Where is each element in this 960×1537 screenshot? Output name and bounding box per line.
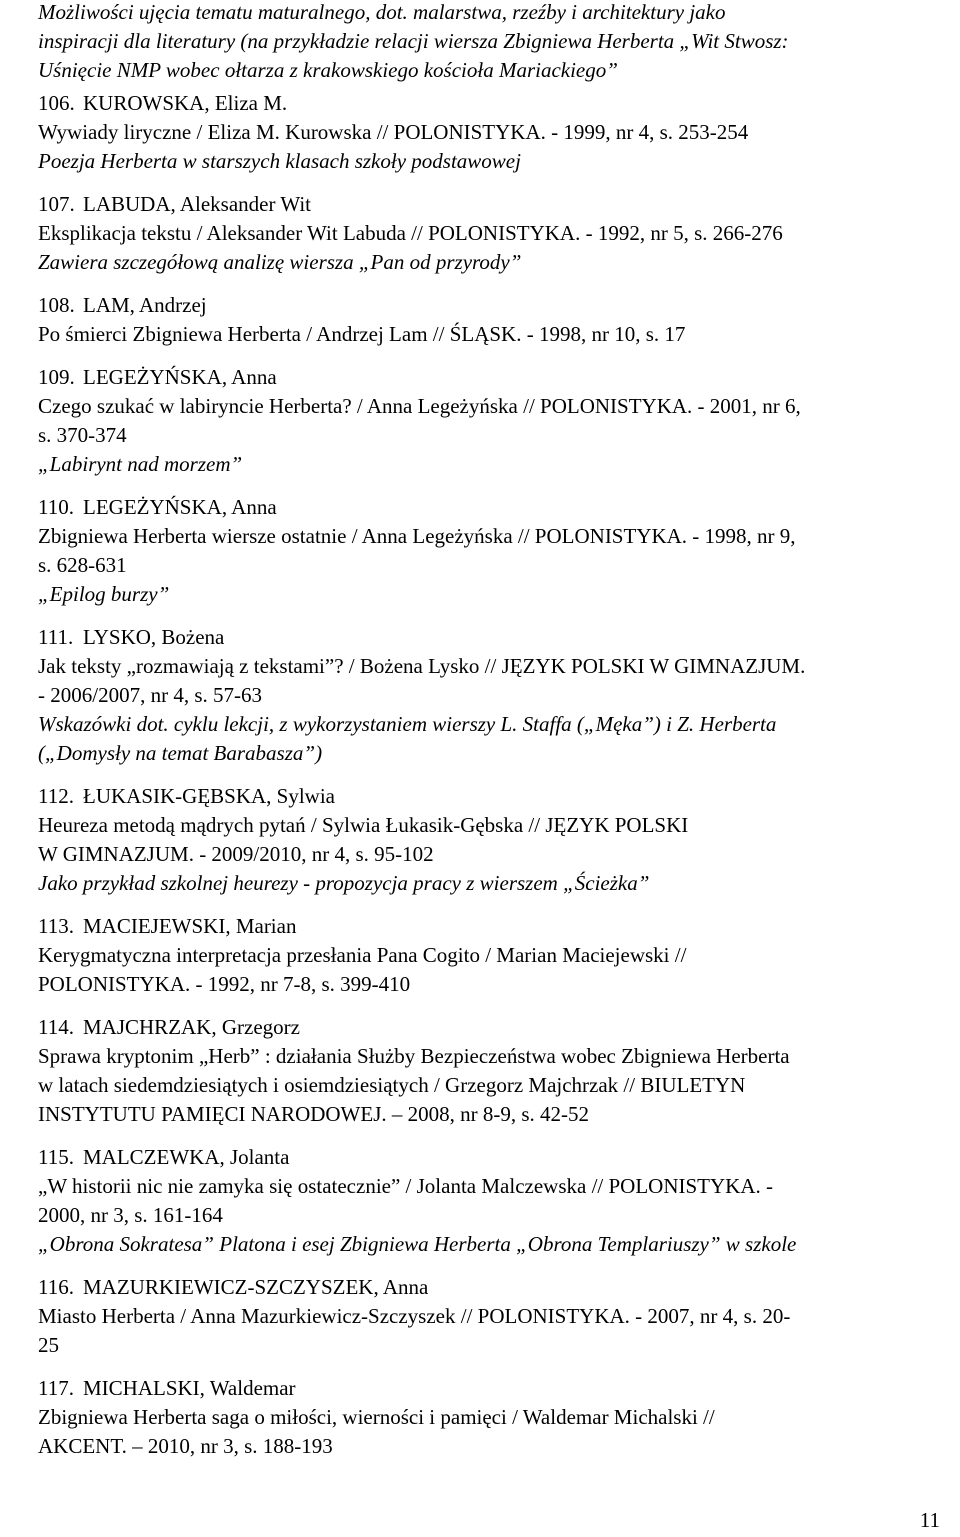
entry-heading (38, 782, 938, 811)
entry-author: MALCZEWKA, Jolanta (83, 1145, 290, 1169)
entry-annotation (38, 147, 938, 176)
entry-author: MACIEJEWSKI, Marian (83, 914, 297, 938)
entry-annotation (38, 580, 938, 609)
citation-line: AKCENT. – 2010, nr 3, s. 188-193 (38, 1434, 333, 1458)
entry-citation (38, 118, 938, 147)
entry-annotation (38, 1230, 938, 1259)
intro-line: inspiracji dla literatury (na przykładzie relacji wiersza Zbigniewa Herberta „Wit Stwosz: (38, 29, 789, 53)
entry-heading (38, 912, 938, 941)
bibliography-entry (38, 1374, 938, 1461)
entry-heading (38, 623, 938, 652)
annotation-line: Jako przykład szkolnej heurezy - propozycja pracy z wierszem „Ścieżka” (38, 871, 650, 895)
entry-author: KUROWSKA, Eliza M. (83, 91, 288, 115)
entry-author: MAJCHRZAK, Grzegorz (83, 1015, 300, 1039)
entry-number: 109. (38, 365, 75, 389)
entry-number: 112. (38, 784, 74, 808)
entry-number: 108. (38, 293, 75, 317)
bibliography-entry (38, 782, 938, 898)
citation-line: W GIMNAZJUM. - 2009/2010, nr 4, s. 95-102 (38, 842, 434, 866)
entry-author: ŁUKASIK-GĘBSKA, Sylwia (83, 784, 335, 808)
bibliography-entry (38, 1273, 938, 1360)
annotation-line: Poezja Herberta w starszych klasach szkoły podstawowej (38, 149, 521, 173)
entry-number: 117. (38, 1376, 74, 1400)
entry-annotation (38, 869, 938, 898)
citation-line: Zbigniewa Herberta saga o miłości, wierności i pamięci / Waldemar Michalski // (38, 1405, 715, 1429)
entry-number: 111. (38, 625, 74, 649)
citation-line: Heureza metodą mądrych pytań / Sylwia Łukasik-Gębska // JĘZYK POLSKI (38, 813, 689, 837)
entry-author: LABUDA, Aleksander Wit (83, 192, 311, 216)
entry-heading (38, 1374, 938, 1403)
entry-author: LAM, Andrzej (83, 293, 207, 317)
entry-author: MICHALSKI, Waldemar (83, 1376, 296, 1400)
citation-line: 2000, nr 3, s. 161-164 (38, 1203, 223, 1227)
entry-citation (38, 811, 938, 869)
citation-line: Sprawa kryptonim „Herb” : działania Służby Bezpieczeństwa wobec Zbigniewa Herberta (38, 1044, 790, 1068)
citation-line: Miasto Herberta / Anna Mazurkiewicz-Szczyszek // POLONISTYKA. - 2007, nr 4, s. 20- (38, 1304, 791, 1328)
entry-number: 110. (38, 495, 74, 519)
bibliography-entry (38, 912, 938, 999)
entry-heading (38, 1143, 938, 1172)
entry-author: LEGEŻYŃSKA, Anna (83, 365, 277, 389)
citation-line: INSTYTUTU PAMIĘCI NARODOWEJ. – 2008, nr 8-9, s. 42-52 (38, 1102, 590, 1126)
entry-heading (38, 291, 938, 320)
entry-number: 116. (38, 1275, 74, 1299)
entry-author: MAZURKIEWICZ-SZCZYSZEK, Anna (83, 1275, 429, 1299)
citation-line: POLONISTYKA. - 1992, nr 7-8, s. 399-410 (38, 972, 411, 996)
entry-heading (38, 89, 938, 118)
citation-line: Eksplikacja tekstu / Aleksander Wit Labuda // POLONISTYKA. - 1992, nr 5, s. 266-276 (38, 221, 783, 245)
entry-heading (38, 363, 938, 392)
entry-citation (38, 320, 938, 349)
entry-heading (38, 190, 938, 219)
citation-line: s. 628-631 (38, 553, 127, 577)
citation-line: Czego szukać w labiryncie Herberta? / Anna Legeżyńska // POLONISTYKA. - 2001, nr 6, (38, 394, 801, 418)
entry-number: 113. (38, 914, 74, 938)
intro-line: Możliwości ujęcia tematu maturalnego, dot. malarstwa, rzeźby i architektury jako (38, 0, 726, 24)
bibliography-entry (38, 1013, 938, 1129)
bibliography-entry (38, 190, 938, 277)
citation-line: 25 (38, 1333, 59, 1357)
bibliography-page (38, 0, 938, 1461)
entry-annotation (38, 450, 938, 479)
citation-line: - 2006/2007, nr 4, s. 57-63 (38, 683, 262, 707)
page-number: 11 (919, 1508, 940, 1532)
entry-number: 107. (38, 192, 75, 216)
bibliography-entry (38, 623, 938, 768)
citation-line: s. 370-374 (38, 423, 127, 447)
bibliography-entry (38, 363, 938, 479)
entry-author: LYSKO, Bożena (83, 625, 225, 649)
entry-citation (38, 1302, 938, 1360)
entry-heading (38, 1273, 938, 1302)
intro-note (38, 0, 938, 85)
annotation-line: („Domysły na temat Barabasza”) (38, 741, 323, 765)
citation-line: w latach siedemdziesiątych i osiemdziesiątych / Grzegorz Majchrzak // BIULETYN (38, 1073, 746, 1097)
annotation-line: „Obrona Sokratesa” Platona i esej Zbigniewa Herberta „Obrona Templariuszy” w szkole (38, 1232, 797, 1256)
entry-annotation (38, 248, 938, 277)
citation-line: Jak teksty „rozmawiają z tekstami”? / Bożena Lysko // JĘZYK POLSKI W GIMNAZJUM. (38, 654, 806, 678)
entry-citation (38, 1172, 938, 1230)
annotation-line: Wskazówki dot. cyklu lekcji, z wykorzystaniem wierszy L. Staffa („Męka”) i Z. Herberta (38, 712, 777, 736)
bibliography-entry (38, 493, 938, 609)
entry-citation (38, 1042, 938, 1129)
entry-author: LEGEŻYŃSKA, Anna (83, 495, 277, 519)
entry-citation (38, 522, 938, 580)
entry-citation (38, 219, 938, 248)
entry-citation (38, 392, 938, 450)
entry-citation (38, 652, 938, 710)
citation-line: Wywiady liryczne / Eliza M. Kurowska // POLONISTYKA. - 1999, nr 4, s. 253-254 (38, 120, 749, 144)
bibliography-list (38, 89, 938, 1461)
bibliography-entry (38, 89, 938, 176)
entry-citation (38, 941, 938, 999)
intro-line: Uśnięcie NMP wobec ołtarza z krakowskiego kościoła Mariackiego” (38, 58, 618, 82)
bibliography-entry (38, 1143, 938, 1259)
citation-line: Po śmierci Zbigniewa Herberta / Andrzej Lam // ŚLĄSK. - 1998, nr 10, s. 17 (38, 322, 686, 346)
entry-number: 115. (38, 1145, 74, 1169)
annotation-line: „Epilog burzy” (38, 582, 170, 606)
citation-line: Kerygmatyczna interpretacja przesłania Pana Cogito / Marian Maciejewski // (38, 943, 687, 967)
citation-line: „W historii nic nie zamyka się ostatecznie” / Jolanta Malczewska // POLONISTYKA. - (38, 1174, 773, 1198)
entry-heading (38, 493, 938, 522)
citation-line: Zbigniewa Herberta wiersze ostatnie / Anna Legeżyńska // POLONISTYKA. - 1998, nr 9, (38, 524, 796, 548)
entry-annotation (38, 710, 938, 768)
entry-citation (38, 1403, 938, 1461)
entry-heading (38, 1013, 938, 1042)
entry-number: 114. (38, 1015, 74, 1039)
bibliography-entry (38, 291, 938, 349)
entry-number: 106. (38, 91, 75, 115)
annotation-line: Zawiera szczegółową analizę wiersza „Pan od przyrody” (38, 250, 522, 274)
annotation-line: „Labirynt nad morzem” (38, 452, 243, 476)
